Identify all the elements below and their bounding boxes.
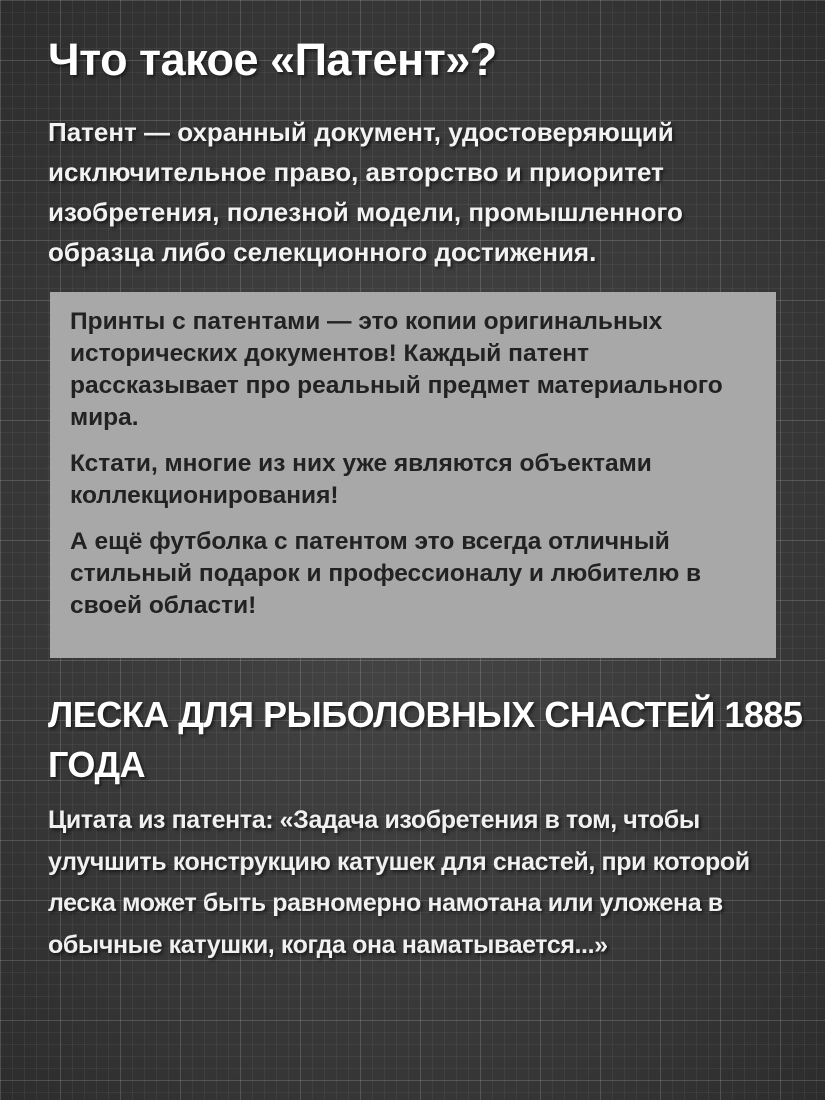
- product-title: ЛЕСКА ДЛЯ РЫБОЛОВНЫХ СНАСТЕЙ 1885 ГОДА: [48, 694, 803, 785]
- info-paragraph-prints: Принты с патентами — это копии оригинальных исторических документов! Каждый патент рассказывает про реальный предмет материального мира.: [70, 308, 723, 431]
- info-paragraph-gift: А ещё футболка с патентом это всегда отличный стильный подарок и профессионалу и любителю в своей области!: [70, 528, 702, 619]
- info-paragraph-collecting: Кстати, многие из них уже являются объектами коллекционирования!: [70, 450, 652, 509]
- patent-definition: Патент — охранный документ, удостоверяющий исключительное право, авторство и приоритет изобретения, полезной модели, промышленного образца либо селекционного достижения.: [48, 117, 683, 267]
- info-box: [50, 292, 776, 658]
- patent-quote: Цитата из патента: «Задача изобретения в том, чтобы улучшить конструкцию катушек для снастей, при которой леска может быть равномерно намотана или уложена в обычные катушки, когда она наматывается...»: [48, 806, 750, 959]
- page-title: Что такое «Патент»?: [48, 34, 497, 85]
